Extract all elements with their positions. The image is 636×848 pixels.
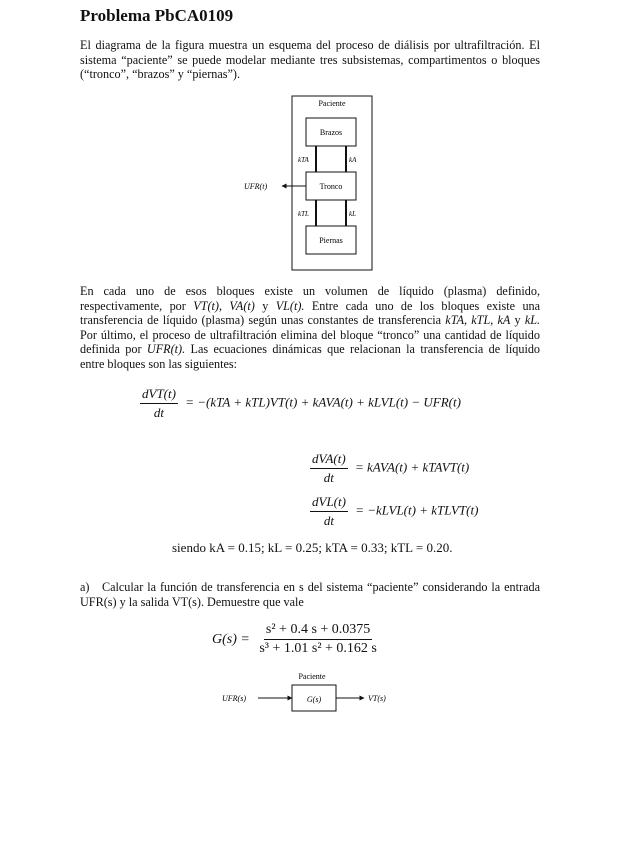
patient-label: Paciente — [318, 99, 346, 108]
transfer-function-fraction — [259, 622, 377, 657]
parameter-values: siendo kA = 0.15; kL = 0.25; kTA = 0.33; kTL = 0.20. — [172, 540, 453, 555]
equation-vl-rhs: = −kLVL(t) + kTLVT(t) — [355, 502, 479, 518]
equation-vt-fraction — [140, 386, 178, 421]
k-tl-label: kTL — [298, 210, 309, 218]
ufr-output-label: UFR(t) — [244, 182, 268, 191]
transfer-block-diagram — [220, 670, 410, 716]
equation-vl-denominator: dt — [323, 513, 335, 528]
diagram2-patient-label: Paciente — [298, 672, 326, 681]
description-paragraph — [80, 284, 540, 371]
equation-vl-fraction — [310, 494, 348, 529]
para2-text-1: En cada uno de esos bloques existe un volumen de líquido (plasma) definido, respectivamente, por — [80, 284, 540, 313]
question-a-text: Calcular la función de transferencia en s del sistema “paciente” considerando la entrada UFR(s) y la salida VT(s). Demuestre que vale — [80, 580, 540, 609]
question-a-label: a) — [80, 580, 90, 594]
block-tronco-label: Tronco — [319, 182, 343, 191]
block-piernas-label: Piernas — [319, 236, 343, 245]
equation-vt-numerator: dVT(t) — [140, 386, 178, 404]
k-a-label: kA — [349, 156, 357, 164]
para2-text-4: Las ecuaciones dinámicas que relacionan la transferencia de líquido entre bloques son las siguientes: — [80, 342, 541, 371]
transfer-function-numerator: s² + 0.4 s + 0.0375 — [264, 622, 372, 640]
intro-paragraph: El diagrama de la figura muestra un esquema del proceso de diálisis por ultrafiltración. El sistema “paciente” se puede modelar mediante tres subsistemas, compartimentos o bloques (“tronco”, “brazos” y “piernas”). — [80, 38, 540, 81]
equation-vl — [310, 494, 478, 529]
para2-and-1: y — [262, 298, 269, 313]
equation-va-rhs: = kAVA(t) + kTAVT(t) — [354, 459, 470, 475]
para2-vars-2: VL(t). — [275, 298, 305, 313]
para2-text-2: Entre cada uno de los bloques existe una transferencia de líquido (plasma) según unas constantes de transferencia — [80, 298, 541, 327]
problem-title: Problema PbCA0109 — [80, 6, 234, 25]
para2-ufr: UFR(t). — [146, 342, 186, 356]
ufr-input-label: UFR(s) — [222, 694, 246, 703]
para2-text-3: Por último, el proceso de ultrafiltración elimina del bloque “tronco” una cantidad de líquido definida por — [80, 327, 540, 356]
k-l-label: kL — [349, 210, 356, 218]
equation-vt-rhs: = −(kTA + kTL)VT(t) + kAVA(t) + kLVL(t) − UFR(t) — [185, 394, 461, 410]
para2-vars-1: VT(t), VA(t) — [193, 298, 255, 313]
transfer-function-denominator: s³ + 1.01 s² + 0.162 s — [259, 641, 377, 656]
equation-vt — [140, 386, 461, 421]
equation-vt-denominator: dt — [153, 405, 165, 420]
equation-va — [310, 451, 469, 486]
compartment-diagram — [240, 92, 380, 274]
g-block-label: G(s) — [306, 695, 322, 704]
vt-output-label: VT(s) — [368, 694, 386, 703]
para2-constants-2: kL. — [524, 313, 541, 327]
question-a — [80, 580, 540, 609]
para2-and-2: y — [514, 313, 521, 327]
equation-va-numerator: dVA(t) — [310, 451, 348, 469]
para2-constants-1: kTA, kTL, kA — [445, 313, 511, 327]
transfer-function-lhs: G(s) = — [212, 631, 250, 647]
block-brazos-label: Brazos — [319, 128, 343, 137]
equation-va-denominator: dt — [323, 470, 334, 485]
equation-vl-numerator: dVL(t) — [310, 494, 348, 512]
k-ta-label: kTA — [298, 156, 309, 164]
equation-va-fraction — [310, 451, 348, 486]
transfer-function — [212, 622, 381, 657]
